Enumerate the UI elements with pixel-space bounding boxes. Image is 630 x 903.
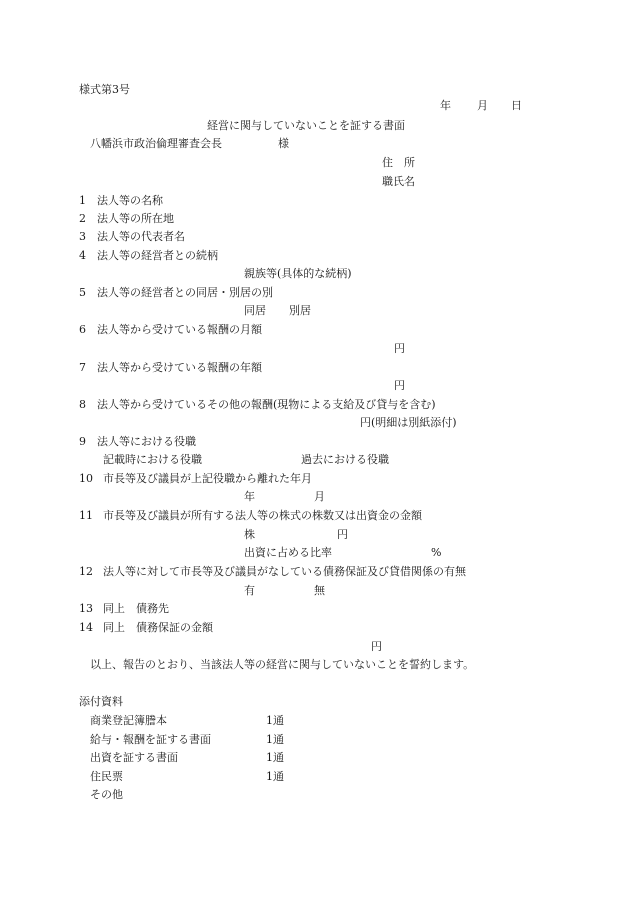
item-13-number: 13 [79,602,93,615]
item-6-number: 6 [79,323,86,336]
item-12-yes: 有 [244,584,255,597]
item-5-cohabiting: 同居 [244,304,266,317]
item-11-shares: 株 [244,528,255,541]
item-7-unit: 円 [394,379,405,392]
item-9-label: 法人等における役職 [97,435,196,448]
pledge-statement: 以上、報告のとおり、当該法人等の経営に関与していないことを誓約します。 [90,658,475,671]
addressee-honorific: 様 [278,137,289,150]
item-3-label: 法人等の代表者名 [97,230,185,243]
item-11-yen: 円 [337,528,348,541]
item-11-ratio-label: 出資に占める比率 [244,546,332,559]
item-12-number: 12 [79,565,93,578]
item-7-number: 7 [79,361,86,374]
item-4-relation: 親族等(具体的な続柄) [244,267,352,280]
item-8-number: 8 [79,398,86,411]
attachment-name: 出資を証する書面 [90,751,178,764]
item-14-label: 同上 債務保証の金額 [103,621,213,634]
item-2-number: 2 [79,212,86,225]
item-8-unit: 円(明細は別紙添付) [360,416,457,429]
item-11-label: 市長等及び議員が所有する法人等の株式の株数又は出資金の金額 [103,509,422,522]
attachment-name: 住民票 [90,770,123,783]
item-1-number: 1 [79,194,86,207]
attachment-name: 商業登記簿謄本 [90,714,167,727]
item-3-number: 3 [79,230,86,243]
item-8-label: 法人等から受けているその他の報酬(現物による支給及び貸与を含む) [97,398,436,411]
date-month: 月 [477,99,488,112]
address-label: 住 所 [382,156,415,169]
date-year: 年 [440,99,451,112]
attachments-heading: 添付資料 [79,695,123,708]
attachment-name: 給与・報酬を証する書面 [90,733,211,746]
item-9-past-position: 過去における役職 [301,453,389,466]
date-day: 日 [511,99,522,112]
item-11-number: 11 [79,509,93,522]
attachment-count: 1通 [266,714,284,727]
item-7-label: 法人等から受けている報酬の年額 [97,361,262,374]
item-2-label: 法人等の所在地 [97,212,174,225]
item-13-label: 同上 債務先 [103,602,169,615]
item-4-label: 法人等の経営者との続柄 [97,249,218,262]
item-12-no: 無 [314,584,325,597]
item-1-label: 法人等の名称 [97,194,163,207]
form-number: 様式第3号 [79,83,130,96]
item-6-label: 法人等から受けている報酬の月額 [97,323,262,336]
item-9-number: 9 [79,435,86,448]
item-14-unit: 円 [371,640,382,653]
attachment-count: 1通 [266,751,284,764]
item-9-current-position: 記載時における役職 [103,453,202,466]
item-14-number: 14 [79,621,93,634]
name-label: 職氏名 [382,175,415,188]
attachment-name: その他 [90,788,123,801]
addressee-name: 八幡浜市政治倫理審査会長 [90,137,222,150]
item-10-number: 10 [79,472,93,485]
attachment-count: 1通 [266,733,284,746]
item-4-number: 4 [79,249,86,262]
item-10-label: 市長等及び議員が上記役職から離れた年月 [103,472,312,485]
item-12-label: 法人等に対して市長等及び議員がなしている債務保証及び貸借関係の有無 [103,565,466,578]
item-6-unit: 円 [394,342,405,355]
item-5-number: 5 [79,286,86,299]
item-10-month: 月 [314,490,325,503]
item-5-label: 法人等の経営者との同居・別居の別 [97,286,273,299]
item-5-separate: 別居 [289,304,311,317]
document-title: 経営に関与していないことを証する書面 [207,119,405,132]
item-11-percent: % [431,546,442,559]
attachment-count: 1通 [266,770,284,783]
item-10-year: 年 [244,490,255,503]
